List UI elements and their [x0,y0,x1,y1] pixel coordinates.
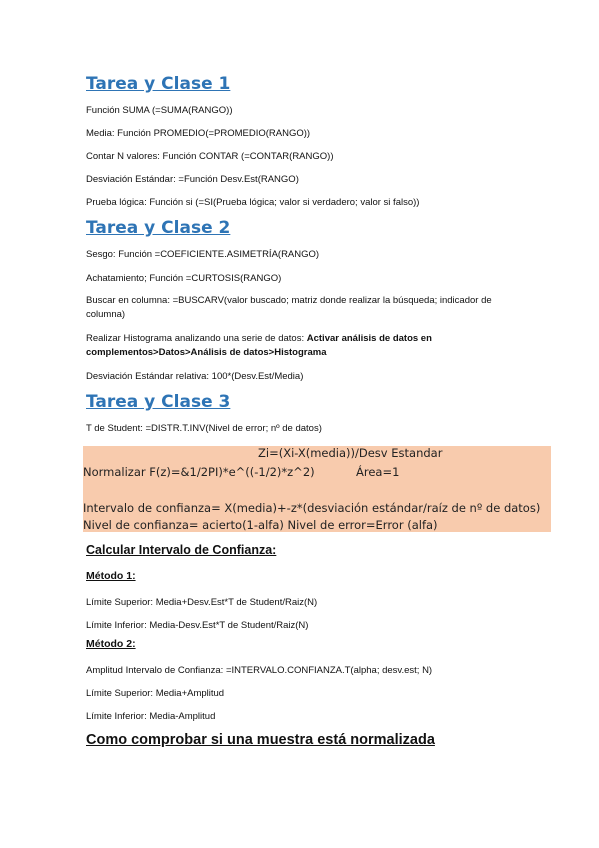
section-title-2: Tarea y Clase 2 [86,218,231,238]
formula-line: Área=1 [356,465,400,479]
normalizada-title: Como comprobar si una muestra está normalizada [86,732,435,748]
formula-line: Nivel de confianza= acierto(1-alfa) Nivel de error=Error (alfa) [83,518,438,532]
text-line: Amplitud Intervalo de Confianza: =INTERVALO.CONFIANZA.T(alpha; desv.est; N) [86,665,433,676]
section-title-1: Tarea y Clase 1 [86,74,231,94]
text-line: Prueba lógica: Función si (=SI(Prueba lógica; valor si verdadero; valor si falso)) [86,197,420,208]
text-line: Límite Superior: Media+Desv.Est*T de Student/Raiz(N) [86,597,318,608]
text-line: Achatamiento; Función =CURTOSIS(RANGO) [86,273,282,284]
text-line: Desviación Estándar relativa: 100*(Desv.Est/Media) [86,371,304,382]
formula-line: Normalizar F(z)=&1/2PI)*e^((-1/2)*z^2) [83,465,315,479]
text-line: Desviación Estándar: =Función Desv.Est(RANGO) [86,174,299,185]
histograma-prefix: Realizar Histograma analizando una serie de datos: [86,333,307,344]
text-line: Buscar en columna: =BUSCARV(valor buscado; matriz donde realizar la búsqueda; indicador de columna) [86,295,492,320]
formula-line: Intervalo de confianza= X(media)+-z*(desviación estándar/raíz de nº de datos) [83,501,541,515]
histograma-steps: Activar análisis de datos en complementos>Datos>Análisis de datos>Histograma [86,333,432,358]
text-line: Límite Inferior: Media-Amplitud [86,711,216,722]
text-line-histograma [86,332,516,360]
text-line: Sesgo: Función =COEFICIENTE.ASIMETRÍA(RANGO) [86,249,320,260]
metodo-1-title: Método 1: [86,570,136,582]
text-line: Límite Inferior: Media-Desv.Est*T de Student/Raiz(N) [86,620,309,631]
formula-line: Zi=(Xi-X(media))/Desv Estandar [258,446,443,460]
text-line: Límite Superior: Media+Amplitud [86,688,225,699]
section-title-3: Tarea y Clase 3 [86,392,231,412]
text-line: T de Student: =DISTR.T.INV(Nivel de error; nº de datos) [86,423,322,434]
text-line: Media: Función PROMEDIO(=PROMEDIO(RANGO)) [86,128,311,139]
intervalo-confianza-title: Calcular Intervalo de Confianza: [86,543,277,557]
metodo-2-title: Método 2: [86,638,136,650]
text-line: Contar N valores: Función CONTAR (=CONTAR(RANGO)) [86,151,334,162]
text-line: Función SUMA (=SUMA(RANGO)) [86,105,233,116]
